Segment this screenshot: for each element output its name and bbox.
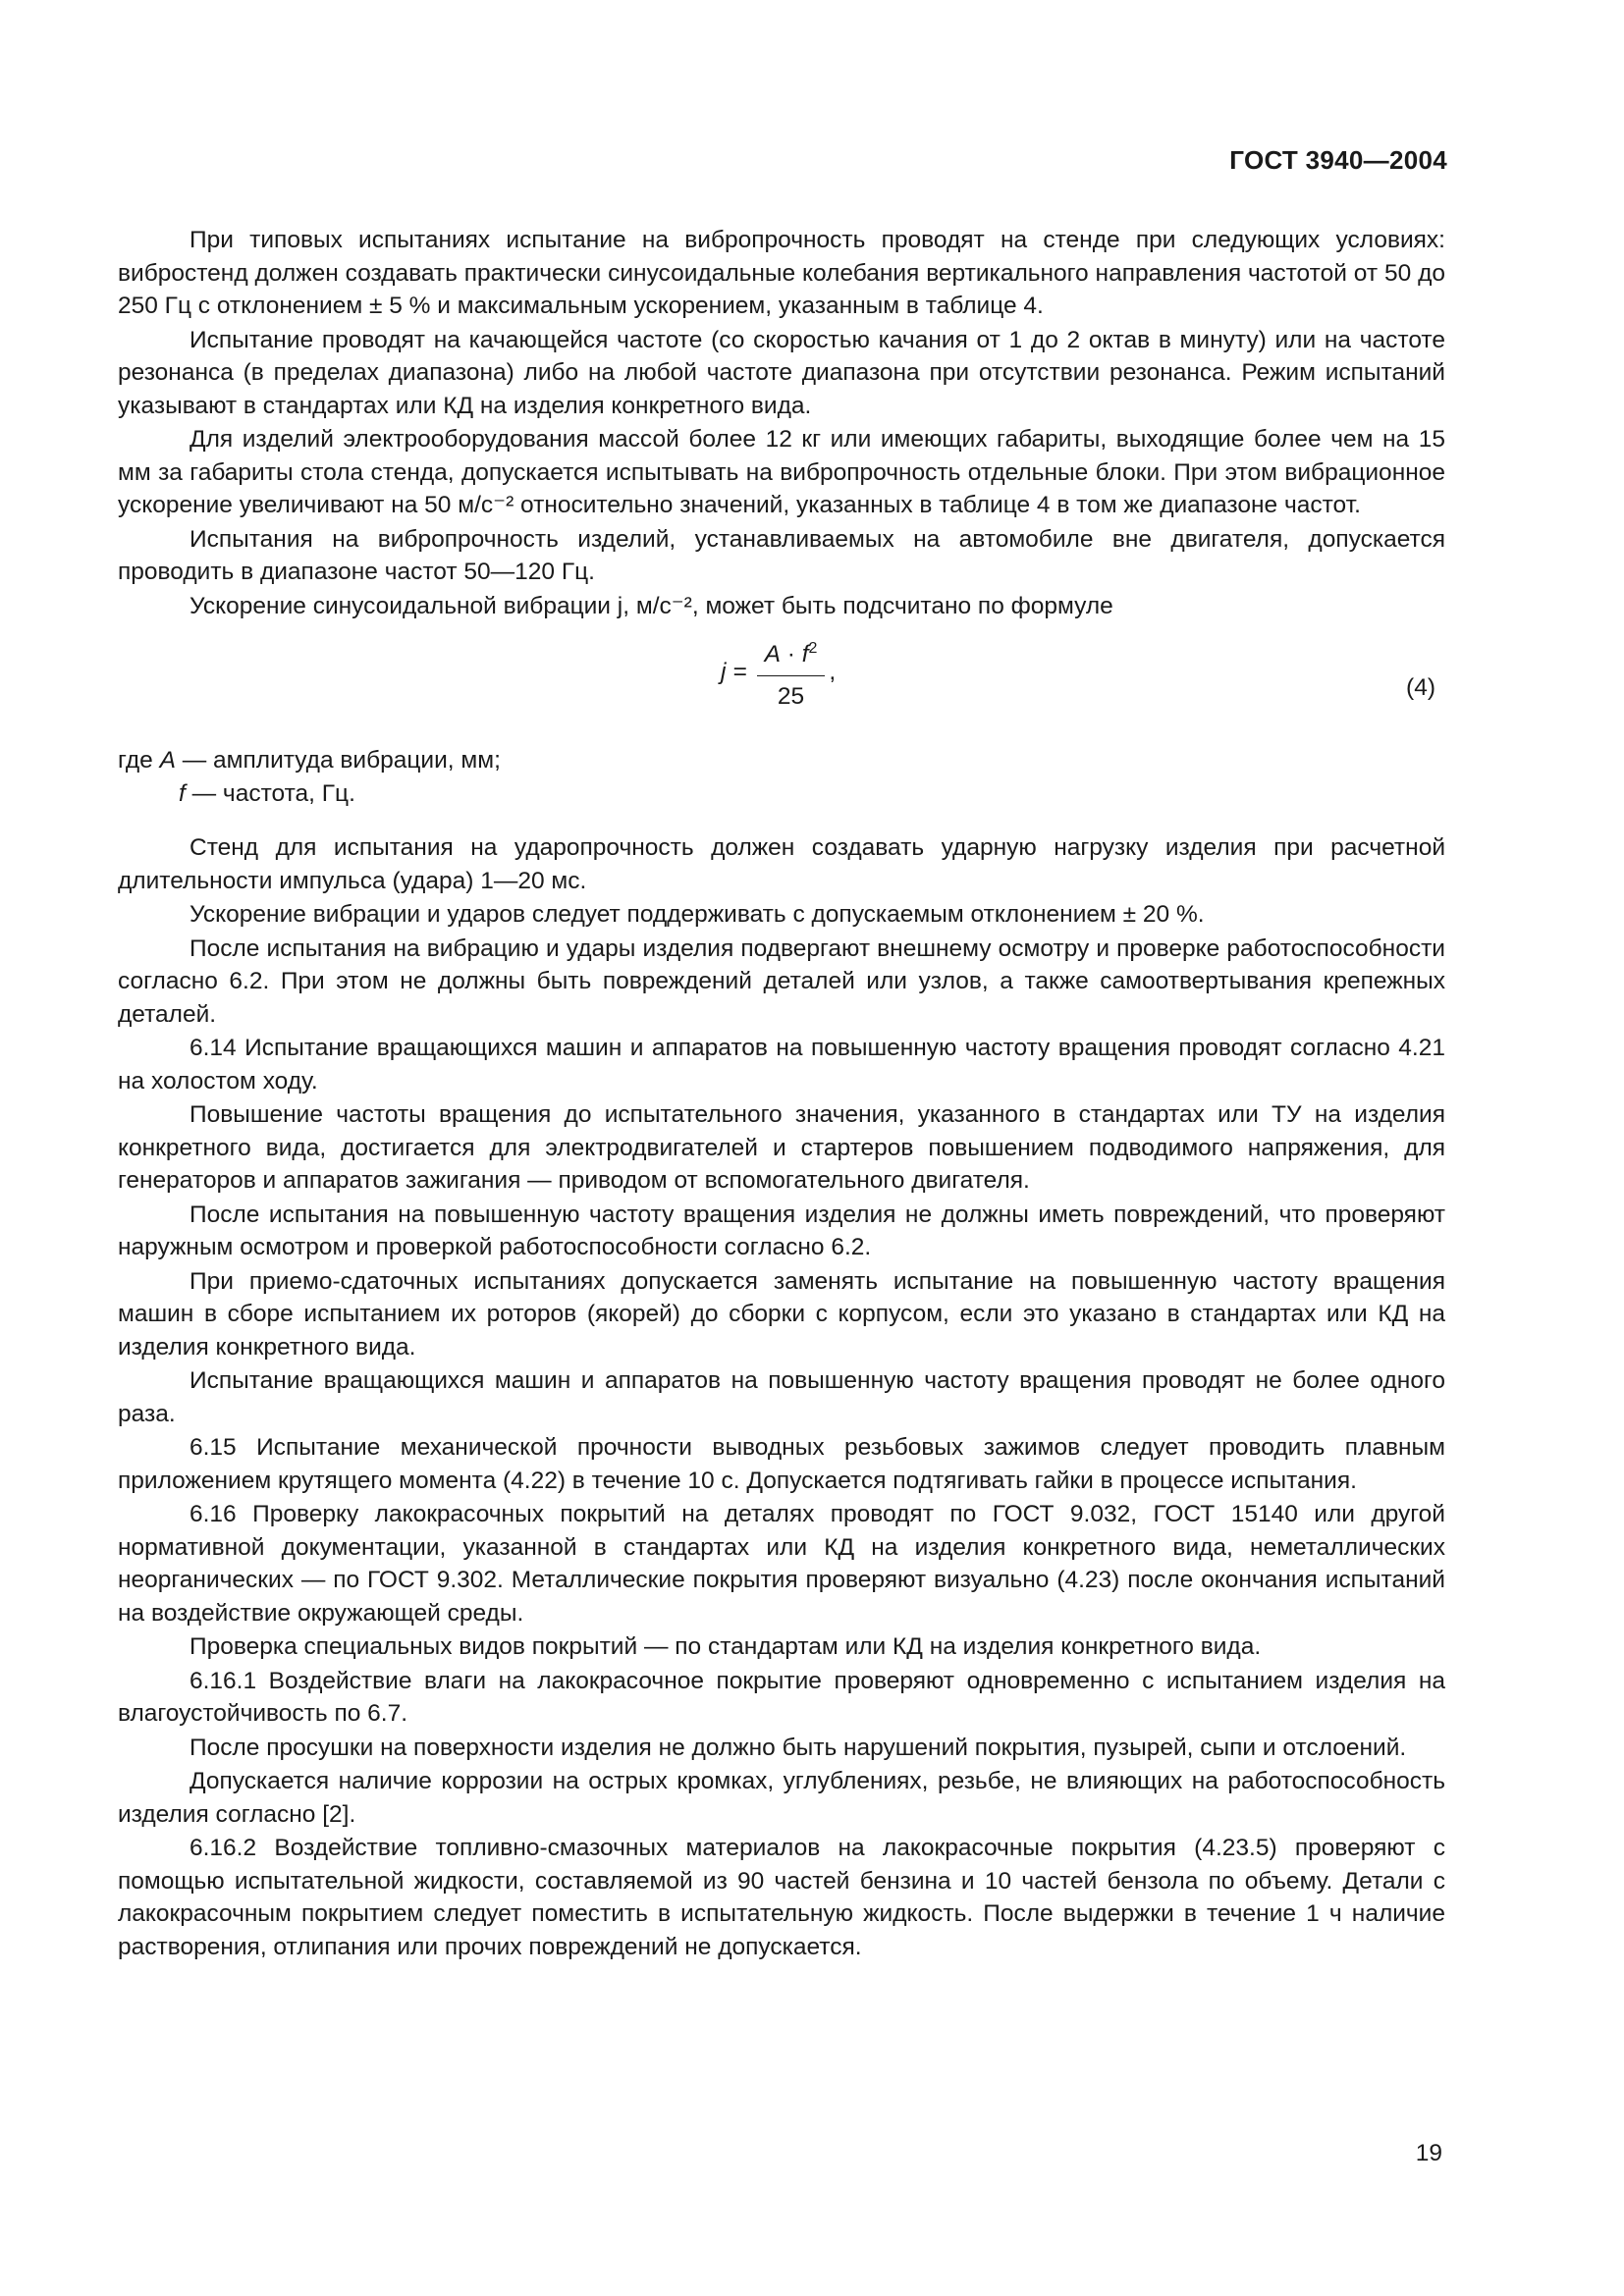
paragraph: При типовых испытаниях испытание на вибропрочность проводят на стенде при следующих условиях: вибростенд должен создавать практически синусоидальные колебания вертикального направления частотой от 50 до 250 Гц с отклонением ± 5 % и максимальным ускорением, указанным в таблице 4. [118, 227, 1445, 319]
formula-trailing: , [829, 659, 837, 686]
standard-header: ГОСТ 3940—2004 [1229, 145, 1447, 175]
formula-number: (4) [1406, 674, 1435, 701]
document-body [118, 224, 1445, 1964]
paragraph: После испытания на повышенную частоту вращения изделия не должны иметь повреждений, что проверяют наружным осмотром и проверкой работоспособности согласно 6.2. [118, 1201, 1445, 1260]
formula-fraction [757, 632, 826, 713]
formula-4 [118, 628, 1445, 744]
paragraph: 6.15 Испытание механической прочности выводных резьбовых зажимов следует проводить плавным приложением крутящего момента (4.22) в течение 10 с. Допускается подтягивать гайки в процессе испытания. [118, 1434, 1445, 1494]
legend-symbol-a: A [159, 747, 176, 774]
paragraph: 6.16.1 Воздействие влаги на лакокрасочное покрытие проверяют одновременно с испытанием изделия на влагоустойчивость по 6.7. [118, 1667, 1445, 1727]
paragraph: Испытание проводят на качающейся частоте (со скоростью качания от 1 до 2 октав в минуту) или на частоте резонанса (в пределах диапазона) либо на любой частоте диапазона при отсутствии резонанса. Режим испытаний указывают в стандартах или КД на изделия конкретного вида. [118, 326, 1445, 419]
paragraph: После испытания на вибрацию и удары изделия подвергают внешнему осмотру и проверке работоспособности согласно 6.2. При этом не должны быть повреждений деталей или узлов, а также самоотвертывания крепежных деталей. [118, 934, 1445, 1028]
paragraph: 6.14 Испытание вращающихся машин и аппаратов на повышенную частоту вращения проводят согласно 4.21 на холостом ходу. [118, 1035, 1445, 1095]
spacer [118, 810, 1445, 831]
formula-dot: · [780, 641, 802, 668]
paragraph: Проверка специальных видов покрытий — по стандартам или КД на изделия конкретного вида. [189, 1633, 1262, 1660]
paragraph: Испытание вращающихся машин и аппаратов на повышенную частоту вращения проводят не более одного раза. [118, 1367, 1445, 1427]
legend-prefix: где [118, 747, 160, 774]
formula-exponent: 2 [808, 640, 818, 657]
paragraph: После просушки на поверхности изделия не должно быть нарушений покрытия, пузырей, сыпи и отслоений. [189, 1734, 1407, 1761]
formula-symbol-a: A [764, 641, 781, 668]
paragraph: 6.16 Проверку лакокрасочных покрытий на деталях проводят по ГОСТ 9.032, ГОСТ 15140 или другой нормативной документации, указанной в стандартах или КД на изделия конкретного вида, неметаллических неорганических — по ГОСТ 9.302. Металлические покрытия проверяют визуально (4.23) после окончания испытаний на воздействие окружающей среды. [118, 1501, 1445, 1627]
formula-symbol-f: f [801, 641, 809, 668]
formula-numerator [757, 632, 826, 676]
legend-symbol-f: f [179, 779, 186, 807]
paragraph: Ускорение вибрации и ударов следует поддерживать с допускаемым отклонением ± 20 %. [189, 901, 1205, 928]
paragraph: Стенд для испытания на ударопрочность должен создавать ударную нагрузку изделия при расчетной длительности импульса (удара) 1—20 мс. [118, 834, 1445, 894]
paragraph: Испытания на вибропрочность изделий, устанавливаемых на автомобиле вне двигателя, допускается проводить в диапазоне частот 50—120 Гц. [118, 525, 1445, 585]
formula-legend [118, 744, 1445, 810]
legend-text-f: — частота, Гц. [185, 779, 355, 807]
paragraph: 6.16.2 Воздействие топливно-смазочных материалов на лакокрасочные покрытия (4.23.5) проверяют с помощью испытательной жидкости, составляемой из 90 частей бензина и 10 частей бензола по объему. Детали с лакокрасочным покрытием следует поместить в испытательную жидкость. После выдержки в течение 1 ч наличие растворения, отлипания или прочих повреждений не допускается. [118, 1835, 1445, 1960]
formula-expression [721, 632, 836, 713]
formula-lhs: j = [721, 659, 747, 686]
page-number: 19 [1415, 2140, 1442, 2166]
paragraph: Повышение частоты вращения до испытательного значения, указанного в стандартах или ТУ на изделия конкретного вида, достигается для электродвигателей и стартеров повышением подводимого напряжения, для генераторов и аппаратов зажигания — приводом от вспомогательного двигателя. [118, 1101, 1445, 1194]
paragraph: Для изделий электрооборудования массой более 12 кг или имеющих габариты, выходящие более чем на 15 мм за габариты стола стенда, допускается испытывать на вибропрочность отдельные блоки. При этом вибрационное ускорение увеличивают на 50 м/с⁻² относительно значений, указанных в таблице 4 в том же диапазоне частот. [118, 426, 1445, 518]
paragraph: При приемо-сдаточных испытаниях допускается заменять испытание на повышенную частоту вращения машин в сборе испытанием их роторов (якорей) до сборки с корпусом, если это указано в стандартах или КД на изделия конкретного вида. [118, 1267, 1445, 1361]
legend-line-a [118, 744, 1445, 777]
legend-text-a: — амплитуда вибрации, мм; [175, 747, 501, 774]
formula-denominator: 25 [777, 682, 805, 710]
paragraph: Допускается наличие коррозии на острых кромках, углублениях, резьбе, не влияющих на работоспособность изделия согласно [2]. [118, 1768, 1445, 1828]
legend-line-f [118, 777, 1445, 811]
paragraph: Ускорение синусоидальной вибрации j, м/с⁻², может быть подсчитано по формуле [189, 592, 1113, 619]
